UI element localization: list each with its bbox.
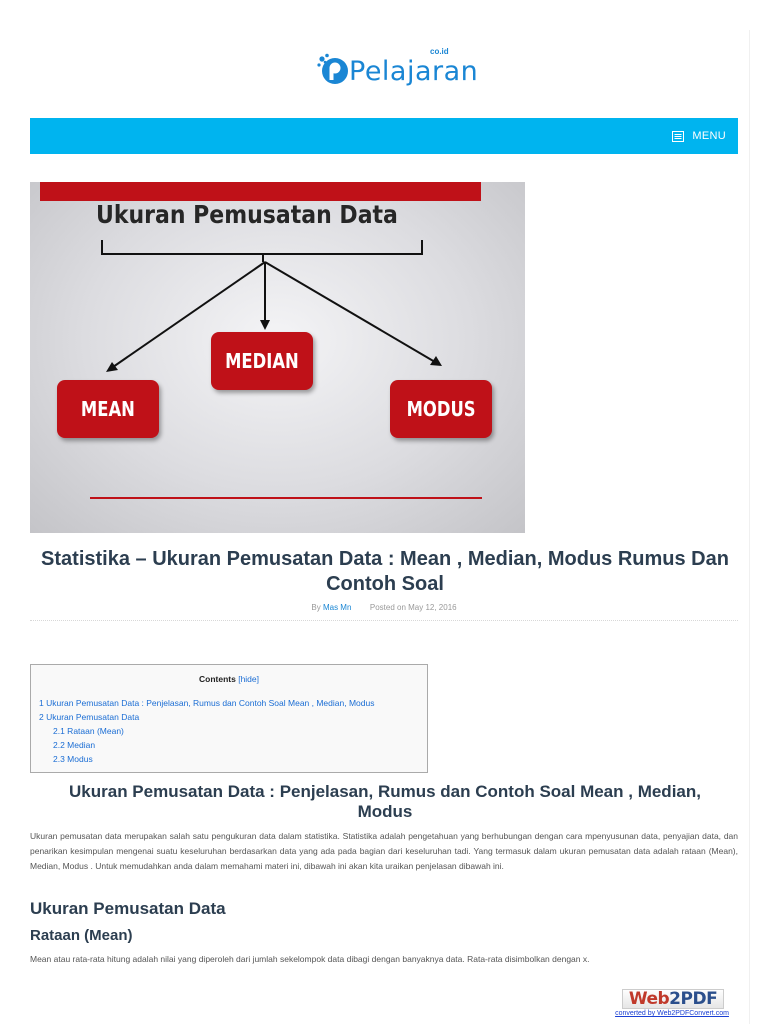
post-title: Statistika – Ukuran Pemusatan Data : Mean , Median, Modus Rumus Dan Contoh Soal [41,548,729,595]
mean-box [57,380,159,438]
logo-mark-icon [316,52,350,86]
table-of-contents [30,664,428,773]
mean-label: MEAN [81,397,135,421]
section-heading-main: Ukuran Pemusatan Data : Penjelasan, Rumus dan Contoh Soal Mean , Median, Modus [69,782,701,821]
web2pdf-badge[interactable] [606,989,738,1022]
web2pdf-logo [622,989,724,1009]
section-heading: Ukuran Pemusatan Data [30,899,226,918]
site-logo[interactable] [312,44,479,92]
badge-web: Web [628,989,670,1009]
toc-item[interactable]: 2.2 Median [53,740,96,750]
toc-item[interactable]: 2.1 Rataan (Mean) [53,726,124,736]
list-icon [672,131,684,142]
toc-header [31,674,427,684]
modus-box [390,380,492,438]
featured-image [30,182,525,533]
nav-bar [30,118,738,154]
divider [30,620,738,621]
toc-item[interactable]: 1 Ukuran Pemusatan Data : Penjelasan, Rumus dan Contoh Soal Mean , Median, Modus [39,698,375,708]
intro-paragraph: Ukuran pemusatan data merupakan salah satu pengukuran data dalam statistika. Statistika adalah pengetahuan yang berhubungan dengan cara mpenyusunan data, penyajian data, dan penarikan kesimpulan mengenai suatu keseluruhan berdasarkan data yang ada pada bagian dari keseluruhan tadi. Yang termasuk dalam ukuran pemusatan data adalah rataan (Mean), Median, Modus . Untuk memudahkan anda dalam memahami materi ini, dibawah ini akan kita uraikan penjelasan dibawah ini. [30,831,738,871]
subsection-heading: Rataan (Mean) [30,927,133,944]
toc-hide-link[interactable]: [hide] [238,674,259,684]
toc-list [39,696,374,766]
mean-paragraph: Mean atau rata-rata hitung adalah nilai yang diperoleh dari jumlah sekelompok data dibagi dengan banyaknya data. Rata-rata disimbolkan dengan x. [30,954,590,964]
diagram-title: Ukuran Pemusatan Data [96,200,398,229]
median-label: MEDIAN [225,349,299,373]
badge-2pdf: 2PDF [669,989,718,1009]
logo-domain: co.id [430,47,449,56]
by-label: By [311,603,321,612]
toc-item[interactable]: 2.3 Modus [53,754,93,764]
menu-button[interactable] [672,128,726,144]
menu-label: MENU [692,130,726,142]
author-link[interactable]: Mas Mn [322,603,352,612]
logo-text: Pelajaran [349,56,479,87]
median-box [211,332,313,390]
toc-heading: Contents [198,674,236,684]
posted-date: Posted on May 12, 2016 [369,603,457,612]
toc-item[interactable]: 2 Ukuran Pemusatan Data [39,712,140,722]
post-meta [0,603,768,612]
modus-label: MODUS [406,397,476,421]
converted-by-link[interactable]: converted by Web2PDFConvert.com [615,1010,729,1017]
page-edge [749,30,750,1024]
